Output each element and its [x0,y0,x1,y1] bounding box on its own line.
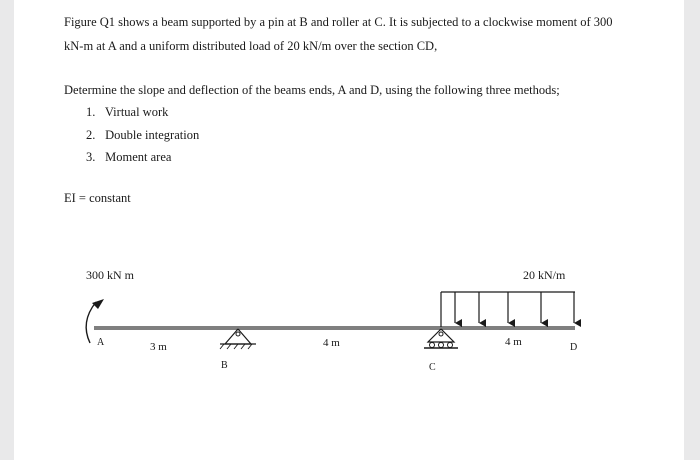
point-c-label: C [429,362,436,373]
method-item: 2. Double integration [86,127,200,142]
beam-figure [14,0,684,460]
intro-line-1: Figure Q1 shows a beam supported by a pin at B and roller at C. It is subjected to a clockwise moment of 300 [64,15,613,29]
point-a-label: A [97,337,105,348]
span-ab-label: 3 m [150,341,167,353]
intro-line-2: kN-m at A and a uniform distributed load of 20 kN/m over the section CD, [64,39,438,53]
document-page [14,0,684,460]
moment-arc [86,302,96,343]
span-cd-label: 4 m [505,336,522,348]
method-item: 3. Moment area [86,150,172,164]
point-d-label: D [570,342,578,353]
ei-constant-note: EI = constant [64,191,131,205]
moment-label: 300 kN m [86,268,134,282]
distributed-load [441,292,575,327]
problem-task: Determine the slope and deflection of the beams ends, A and D, using the following three methods; [64,83,560,97]
point-b-label: B [221,360,228,371]
method-item: 1. Virtual work [86,105,169,119]
moment-arrowhead [92,299,104,309]
udl-label: 20 kN/m [523,268,566,282]
span-bc-label: 4 m [323,337,340,349]
pin-support-b [220,329,256,349]
roller-support-c [424,329,458,348]
